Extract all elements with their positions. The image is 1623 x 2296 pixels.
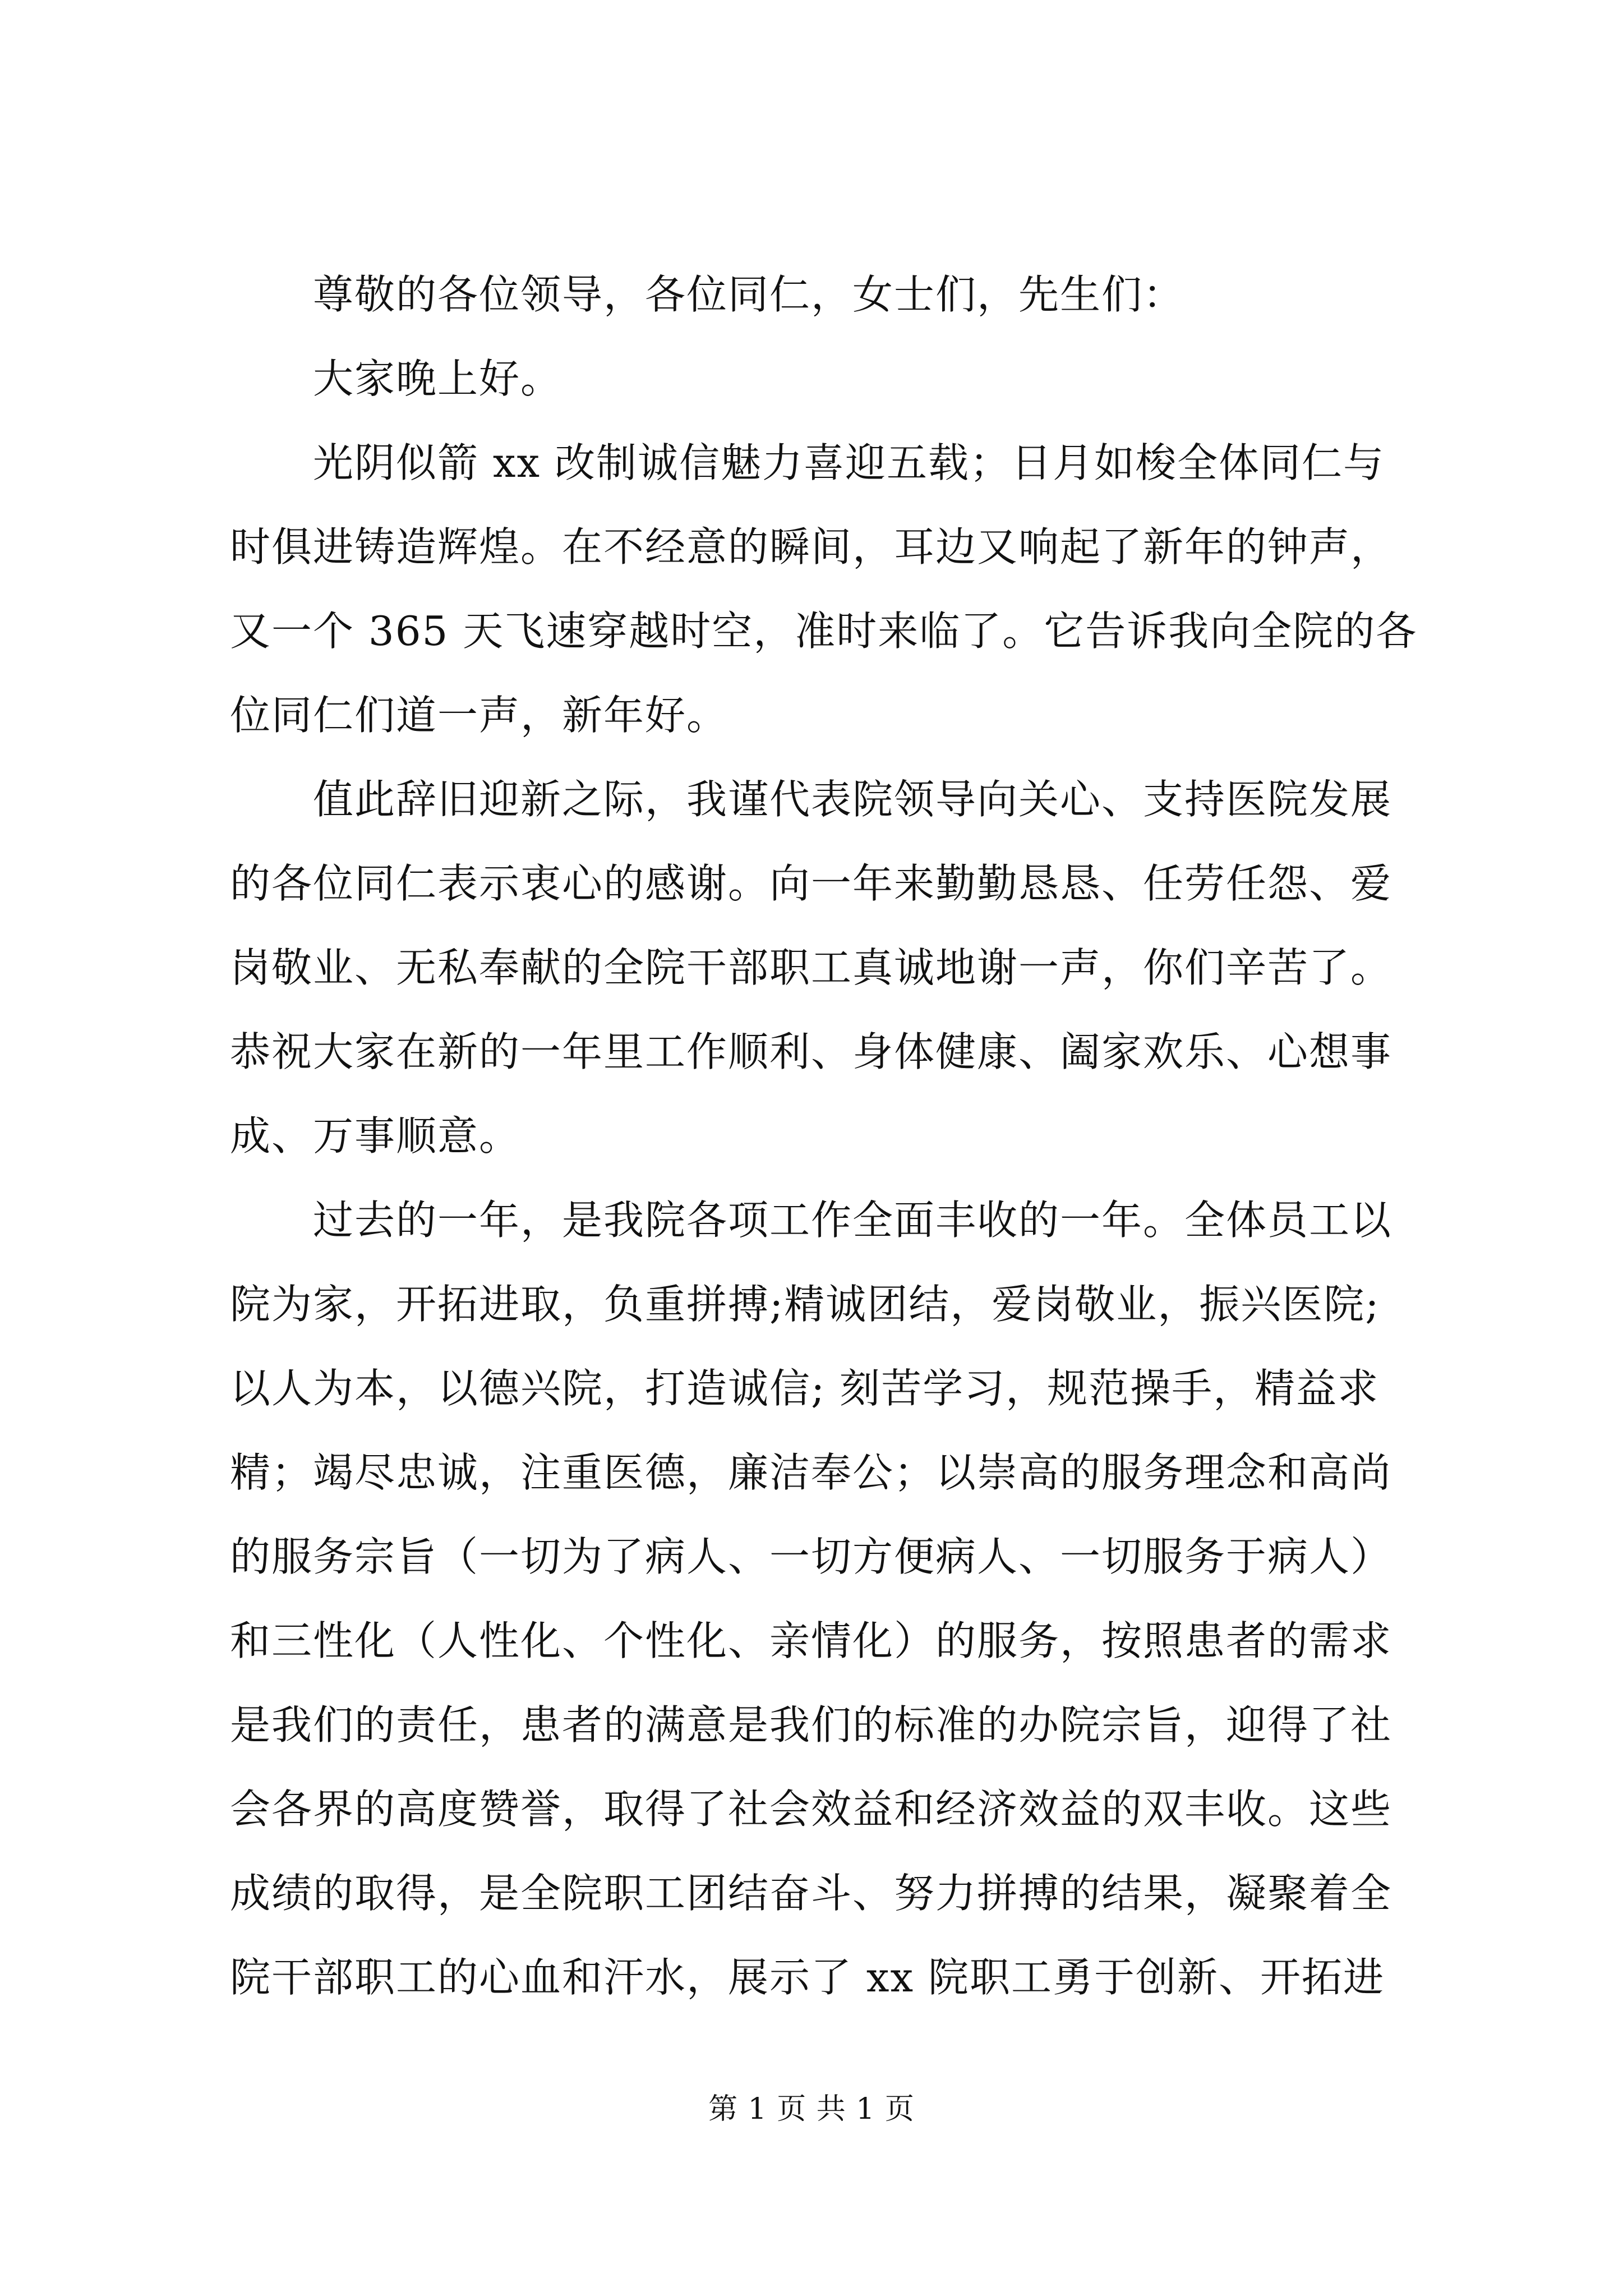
text-line: 过去的一年，是我院各项工作全面丰收的一年。全体员工以 xyxy=(230,1197,1393,1244)
text-line: 成、万事顺意。 xyxy=(230,1112,521,1159)
text-line: 位同仁们道一声，新年好。 xyxy=(230,692,728,739)
text-line: 的各位同仁表示衷心的感谢。向一年来勤勤恳恳、任劳任怨、爱 xyxy=(230,860,1393,907)
text-line: 恭祝大家在新的一年里工作顺利、身体健康、阖家欢乐、心想事 xyxy=(230,1028,1393,1075)
text-line: 的服务宗旨（一切为了病人、一切方便病人、一切服务于病人） xyxy=(230,1533,1393,1580)
document-body xyxy=(230,252,1419,2019)
text-line: 时俱进铸造辉煌。在不经意的瞬间，耳边又响起了新年的钟声， xyxy=(230,523,1393,570)
text-line: 院干部职工的心血和汗水，展示了 xx 院职工勇于创新、开拓进 xyxy=(230,1954,1385,2001)
text-line: 和三性化（人性化、个性化、亲情化）的服务，按照患者的需求 xyxy=(230,1617,1393,1664)
page-footer: 第 1 页 共 1 页 xyxy=(708,2092,915,2126)
text-line: 尊敬的各位领导，各位同仁，女士们，先生们： xyxy=(230,271,1185,318)
text-line: 岗敬业、无私奉献的全院干部职工真诚地谢一声，你们辛苦了。 xyxy=(230,944,1393,991)
text-line: 大家晚上好。 xyxy=(230,355,562,402)
text-line: 光阴似箭 xx 改制诚信魅力喜迎五载；日月如梭全体同仁与 xyxy=(230,439,1385,486)
text-line: 是我们的责任，患者的满意是我们的标准的办院宗旨，迎得了社 xyxy=(230,1701,1393,1749)
text-line: 精；竭尽忠诚，注重医德，廉洁奉公；以崇高的服务理念和高尚 xyxy=(230,1449,1393,1496)
text-line: 以人为本，以德兴院，打造诚信; 刻苦学习，规范操手，精益求 xyxy=(230,1365,1380,1412)
text-line: 会各界的高度赞誉，取得了社会效益和经济效益的双丰收。这些 xyxy=(230,1786,1393,1833)
text-line: 又一个 365 天飞速穿越时空，准时来临了。它告诉我向全院的各 xyxy=(230,608,1418,655)
text-line: 成绩的取得，是全院职工团结奋斗、努力拼搏的结果，凝聚着全 xyxy=(230,1870,1393,1917)
text-line: 值此辞旧迎新之际，我谨代表院领导向关心、支持医院发展 xyxy=(230,776,1393,823)
text-line: 院为家，开拓进取，负重拼搏;精诚团结，爱岗敬业，振兴医院; xyxy=(230,1281,1380,1328)
